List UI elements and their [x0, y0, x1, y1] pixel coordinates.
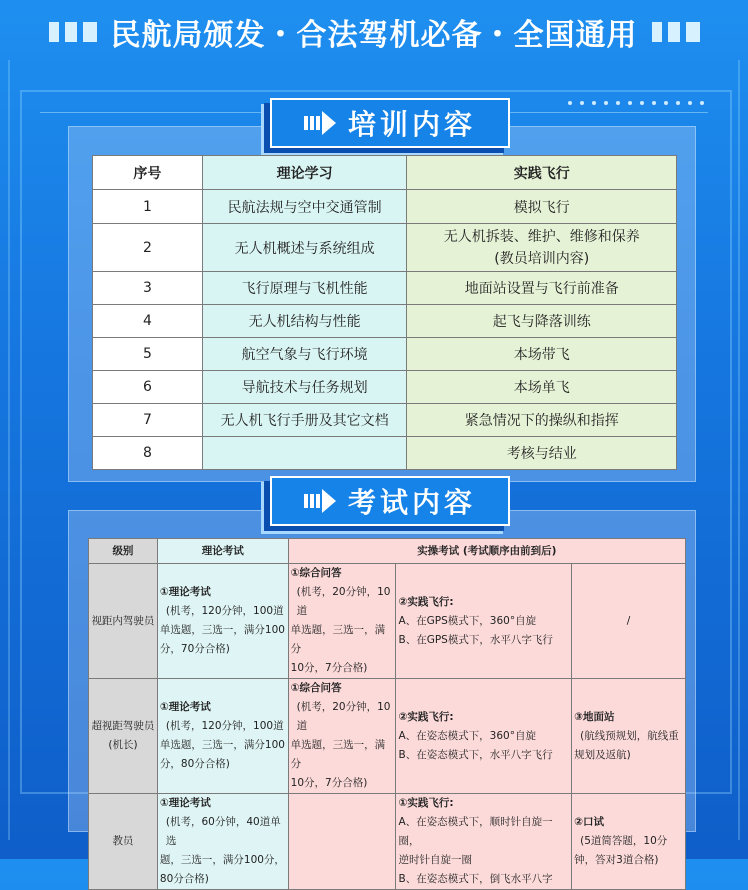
cell-line: 10分，7分合格): [290, 777, 368, 789]
practice-cell: 考核与结业: [407, 437, 677, 470]
cell-line: 80分合格): [159, 873, 209, 885]
cell-line: A、在GPS模式下，360°自旋: [398, 614, 537, 627]
cell-line: 规划及返航): [574, 748, 631, 761]
training-table: [92, 155, 677, 470]
table-row: [93, 224, 677, 272]
cell-line: (机考，60分钟，40道单选: [165, 816, 281, 847]
practice-cell: 紧急情况下的操纵和指挥: [407, 404, 677, 437]
theory-cell: 无人机飞行手册及其它文档: [202, 404, 407, 437]
cell-line: (机考，120分钟，100道: [165, 720, 284, 732]
cell-line: (机考，20分钟，10道: [296, 701, 391, 732]
practice-cell: [407, 224, 677, 272]
section-title-text: 培训内容: [347, 108, 476, 141]
section-title-training: [270, 98, 510, 148]
arrow-right-icon: [304, 111, 336, 135]
practice-cell-line: 无人机拆装、维护、维修和保养: [443, 228, 640, 245]
column-header-no: 序号: [93, 156, 203, 190]
theory-cell: 航空气象与飞行环境: [202, 338, 407, 371]
cell-title: ①综合问答: [290, 682, 342, 694]
cell-line: B、在姿态模式下，水平八字飞行: [398, 748, 553, 761]
decorative-frame-line: [738, 60, 740, 840]
row-number: 6: [93, 371, 203, 404]
theory-exam-cell: [157, 679, 288, 794]
cell-line: 分，70分合格): [159, 643, 230, 655]
table-row: [89, 679, 686, 794]
cell-title: ①综合问答: [290, 567, 342, 579]
other-exam-cell: /: [572, 564, 686, 679]
table-row: [93, 338, 677, 371]
row-number: 3: [93, 272, 203, 305]
theory-exam-cell: [157, 794, 288, 890]
cell-line: 单选题，三选一，满分: [290, 624, 386, 655]
theory-cell: 导航技术与任务规划: [202, 371, 407, 404]
table-row: [93, 272, 677, 305]
oral-exam-cell: [288, 679, 396, 794]
cell-line: A、在姿态模式下，360°自旋: [398, 729, 536, 742]
section-title-text: 考试内容: [347, 486, 476, 519]
theory-cell: 飞行原理与飞机性能: [202, 272, 407, 305]
header-left-bars-icon: [49, 22, 97, 42]
table-row: [93, 305, 677, 338]
level-cell: 教员: [89, 794, 158, 890]
cell-title: ①实践飞行:: [398, 797, 454, 809]
header-right-bars-icon: [652, 22, 700, 42]
table-header-row: [89, 539, 686, 564]
flight-exam-cell: [396, 794, 572, 890]
table-row: [93, 371, 677, 404]
practice-cell: 本场单飞: [407, 371, 677, 404]
section-title-exam: [270, 476, 510, 526]
cell-title: ②实践飞行:: [398, 595, 454, 608]
cell-line: 分，80分合格): [159, 758, 230, 770]
level-cell: 视距内驾驶员: [89, 564, 158, 679]
decorative-dots: [568, 101, 704, 105]
cell-line: (航线预规划，航线重: [580, 729, 679, 742]
cell-line: 单选题，三选一，满分: [290, 739, 386, 770]
column-header-theory-exam: 理论考试: [157, 539, 288, 564]
cell-line: 单选题，三选一，满分100: [159, 624, 285, 636]
cell-line: 逆时针自旋一圈: [398, 854, 472, 866]
cell-line: (机考，20分钟，10道: [296, 586, 391, 617]
level-cell: [89, 679, 158, 794]
cell-line: B、在姿态模式下，倒飞水平八字: [398, 873, 553, 885]
column-header-theory: 理论学习: [202, 156, 407, 190]
cell-title: ①理论考试: [159, 701, 211, 713]
flight-exam-cell: [396, 679, 572, 794]
practice-cell-note: (教员培训内容): [494, 250, 590, 267]
row-number: 5: [93, 338, 203, 371]
table-row: [89, 564, 686, 679]
column-header-practice: 实践飞行: [407, 156, 677, 190]
table-row: [89, 794, 686, 890]
practice-cell: 模拟飞行: [407, 190, 677, 224]
row-number: 8: [93, 437, 203, 470]
table-row: [93, 190, 677, 224]
cell-line: 题，三选一，满分100分，: [159, 854, 285, 866]
level-line: 超视距驾驶员: [91, 720, 155, 732]
theory-cell: 民航法规与空中交通管制: [202, 190, 407, 224]
practice-cell: 地面站设置与飞行前准备: [407, 272, 677, 305]
table-row: [93, 437, 677, 470]
row-number: 7: [93, 404, 203, 437]
cell-line: 单选题，三选一，满分100: [159, 739, 285, 751]
cell-line: 钟，答对3道合格): [574, 854, 659, 866]
other-exam-cell: [572, 794, 686, 890]
oral-exam-cell: [288, 564, 396, 679]
theory-exam-cell: [157, 564, 288, 679]
cell-title: ①理论考试: [159, 797, 211, 809]
practice-cell: 本场带飞: [407, 338, 677, 371]
column-header-level: 级别: [89, 539, 158, 564]
exam-table: [88, 538, 686, 890]
table-row: [93, 404, 677, 437]
header-title: 民航局颁发・合法驾机必备・全国通用: [110, 18, 638, 53]
theory-cell: [202, 437, 407, 470]
header-banner: [0, 0, 748, 64]
cell-line: 10分，7分合格): [290, 662, 368, 674]
practice-cell: 起飞与降落训练: [407, 305, 677, 338]
cell-line: A、在姿态模式下，顺时针自旋一圈，: [398, 816, 553, 847]
cell-title: ③地面站: [574, 710, 615, 723]
cell-title: ②口试: [574, 816, 605, 828]
column-header-practical-exam: 实操考试 (考试顺序由前到后): [288, 539, 685, 564]
level-line: (机长): [108, 739, 138, 751]
row-number: 2: [93, 224, 203, 272]
other-exam-cell: [572, 679, 686, 794]
row-number: 1: [93, 190, 203, 224]
oral-exam-cell-empty: [288, 794, 396, 890]
cell-title: ①理论考试: [159, 586, 211, 598]
table-header-row: [93, 156, 677, 190]
cell-line: (5道简答题，10分: [580, 835, 668, 847]
theory-cell: 无人机结构与性能: [202, 305, 407, 338]
row-number: 4: [93, 305, 203, 338]
flight-exam-cell: [396, 564, 572, 679]
decorative-frame-line: [8, 60, 10, 840]
cell-line: (机考，120分钟，100道: [165, 605, 284, 617]
arrow-right-icon: [304, 489, 336, 513]
cell-line: B、在GPS模式下，水平八字飞行: [398, 633, 553, 646]
theory-cell: 无人机概述与系统组成: [202, 224, 407, 272]
cell-title: ②实践飞行:: [398, 710, 454, 723]
